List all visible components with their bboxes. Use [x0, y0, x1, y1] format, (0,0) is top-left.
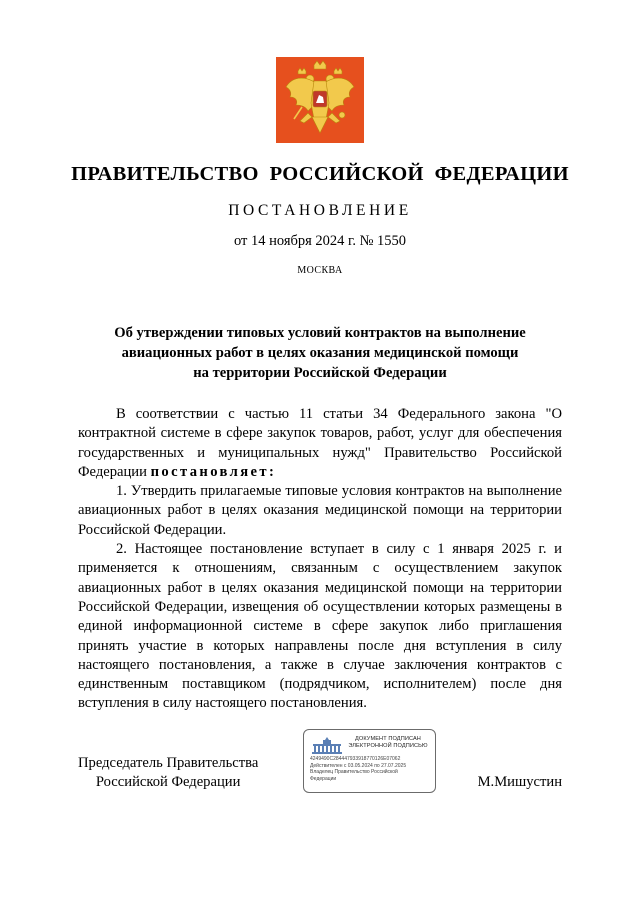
- signer-position: [78, 754, 258, 792]
- document-heading: [60, 323, 580, 383]
- item-paragraph: 2. Настоящее постановление вступает в силу с 1 января 2025 г. и применяется к отношениям, связанным с осуществлением закупок авиационных работ в целях оказания медицинской помощи на территории Российской Федерации, извещения об осуществлении которых размещены в единой информационной системе в сфере закупок либо приглашения принять участие в которых направлены после дня вступления в силу настоящего постановления, а также в случае заключения контрактов с единственным поставщиком (подрядчиком, исполнителем) после дня вступления в силу настоящего постановления.: [78, 541, 562, 712]
- stamp-validity: Действителен с 03.05.2024 по 27.07.2025: [310, 762, 407, 769]
- stamp-header-line: ЭЛЕКТРОННОЙ ПОДПИСЬЮ: [348, 743, 428, 749]
- document-type: ПОСТАНОВЛЕНИЕ: [228, 202, 412, 219]
- stamp-owner: Федерации: [310, 775, 337, 782]
- stamp-certificate: 4249490C284447933918770126E07062: [310, 756, 401, 762]
- government-building-icon: [311, 736, 343, 755]
- document-city: МОСКВА: [297, 265, 343, 276]
- document-body: [78, 405, 562, 714]
- preamble-text: В соответствии с частью 11 статьи 34 Федерального закона "О контрактной системе в сфере закупок товаров, работ, услуг для обеспечения государственных и муниципальных нужд" Правительство Российской Федерации: [78, 406, 562, 480]
- electronic-signature-stamp: [303, 729, 436, 793]
- coat-of-arms-icon: [276, 57, 364, 143]
- preamble-paragraph: [78, 405, 562, 482]
- signer-name: М.Мишустин: [477, 774, 562, 790]
- signer-position-line: Российской Федерации: [95, 774, 241, 790]
- heading-line: авиационных работ в целях оказания медицинской помощи: [121, 345, 519, 361]
- issuer-title: ПРАВИТЕЛЬСТВО РОССИЙСКОЙ ФЕДЕРАЦИИ: [71, 163, 569, 185]
- signer-position-line: Председатель Правительства: [78, 755, 259, 771]
- stamp-details: [310, 756, 434, 782]
- stamp-header-line: ДОКУМЕНТ ПОДПИСАН: [355, 736, 421, 742]
- document-date: от 14 ноября 2024 г. № 1550: [233, 233, 407, 249]
- heading-line: Об утверждении типовых условий контрактов на выполнение: [114, 325, 526, 341]
- item-paragraph: 1. Утвердить прилагаемые типовые условия контрактов на выполнение авиационных работ в целях оказания медицинской помощи на территории Российской Федерации.: [78, 483, 562, 538]
- heading-line: на территории Российской Федерации: [193, 365, 447, 381]
- decides-word: постановляет:: [150, 463, 277, 480]
- stamp-header: [344, 736, 432, 750]
- stamp-owner: Владелец Правительство Российской: [310, 769, 398, 776]
